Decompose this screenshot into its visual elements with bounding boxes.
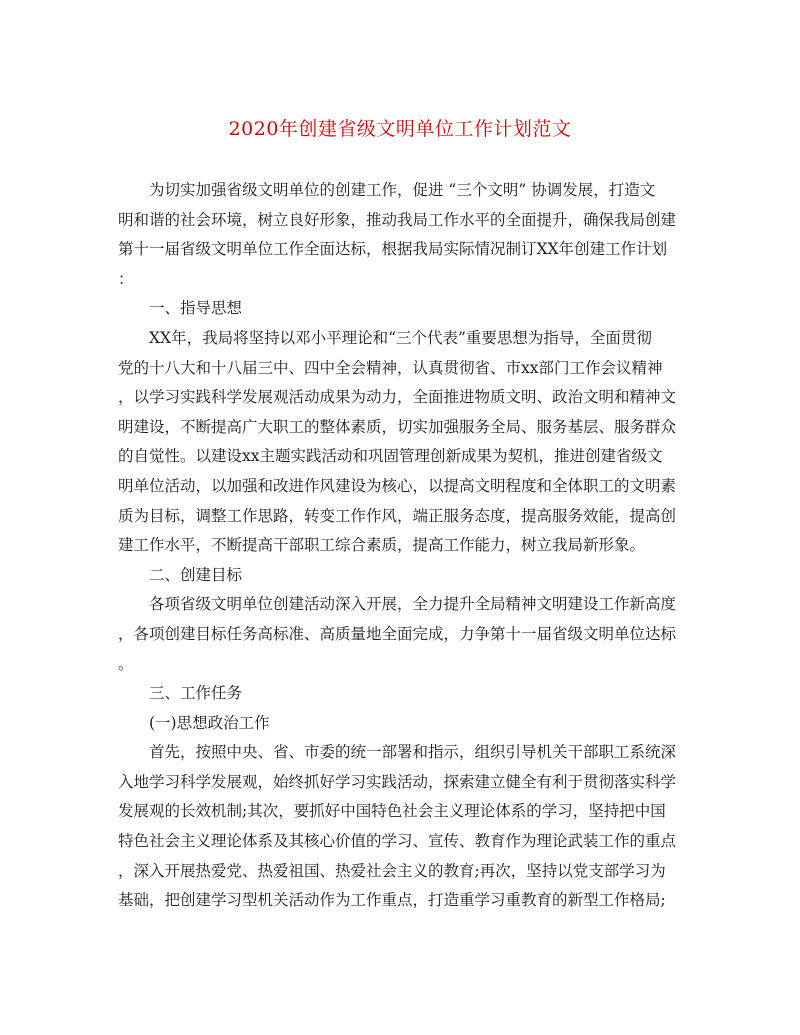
- document-body: [118, 176, 688, 916]
- paragraph-line: 第十一届省级文明单位工作全面达标，根据我局实际情况制订XX年创建工作计划: [118, 240, 668, 259]
- paragraph-line: 明建设，不断提高广大职工的整体素质，切实加强服务全局、服务基层、服务群众: [118, 417, 677, 436]
- paragraph-line: 入地学习科学发展观，始终抓好学习实践活动，探索建立健全有利于贯彻落实科学: [118, 772, 677, 791]
- subsection-heading: (一)思想政治工作: [149, 713, 270, 732]
- paragraph-line: 质为目标，调整工作思路，转变工作作风，端正服务态度，提高服务效能，提高创: [118, 506, 677, 525]
- paragraph-line: 发展观的长效机制;其次，要抓好中国特色社会主义理论体系的学习，坚持把中国: [118, 802, 666, 821]
- paragraph-line: 的自觉性。以建设xx主题实践活动和巩固管理创新成果为契机，推进创建省级文: [118, 447, 663, 466]
- paragraph-line: 首先，按照中央、省、市委的统一部署和指示，组织引导机关干部职工系统深: [149, 743, 677, 762]
- paragraph-line: ，以学习实践科学发展观活动成果为动力，全面推进物质文明、政治文明和精神文: [118, 388, 677, 407]
- paragraph-line: 各项省级文明单位创建活动深入开展，全力提升全局精神文明建设工作新高度: [149, 595, 677, 614]
- paragraph-line: ：: [118, 269, 134, 288]
- section-heading: 三、工作任务: [149, 684, 243, 703]
- paragraph-line: 特色社会主义理论体系及其核心价值的学习、宣传、教育作为理论武装工作的重点: [118, 832, 677, 851]
- paragraph-line: 党的十八大和十八届三中、四中全会精神，认真贯彻省、市xx部门工作会议精神: [118, 358, 663, 377]
- paragraph-line: 明单位活动，以加强和改进作风建设为核心，以提高文明程度和全体职工的文明素: [118, 476, 677, 495]
- section-heading: 二、创建目标: [149, 565, 243, 584]
- paragraph-line: 基础，把创建学习型机关活动作为工作重点，打造重学习重教育的新型工作格局;: [118, 891, 666, 910]
- paragraph-line: 明和谐的社会环境，树立良好形象，推动我局工作水平的全面提升，确保我局创建: [118, 210, 677, 229]
- paragraph-line: 。: [118, 654, 134, 673]
- paragraph-line: XX年，我局将坚持以邓小平理论和“三个代表”重要思想为指导，全面贯彻: [149, 328, 652, 347]
- section-heading: 一、指导思想: [149, 299, 243, 318]
- paragraph-line: 为切实加强省级文明单位的创建工作，促进 “三个文明” 协调发展，打造文: [149, 181, 656, 199]
- document-title: 2020年创建省级文明单位工作计划范文: [228, 118, 572, 140]
- paragraph-line: ，各项创建目标任务高标准、高质量地全面完成，力争第十一届省级文明单位达标: [118, 624, 677, 643]
- paragraph-line: 建工作水平，不断提高干部职工综合素质，提高工作能力，树立我局新形象。: [118, 536, 646, 555]
- paragraph-line: ，深入开展热爱党、热爱祖国、热爱社会主义的教育;再次，坚持以党支部学习为: [118, 861, 666, 880]
